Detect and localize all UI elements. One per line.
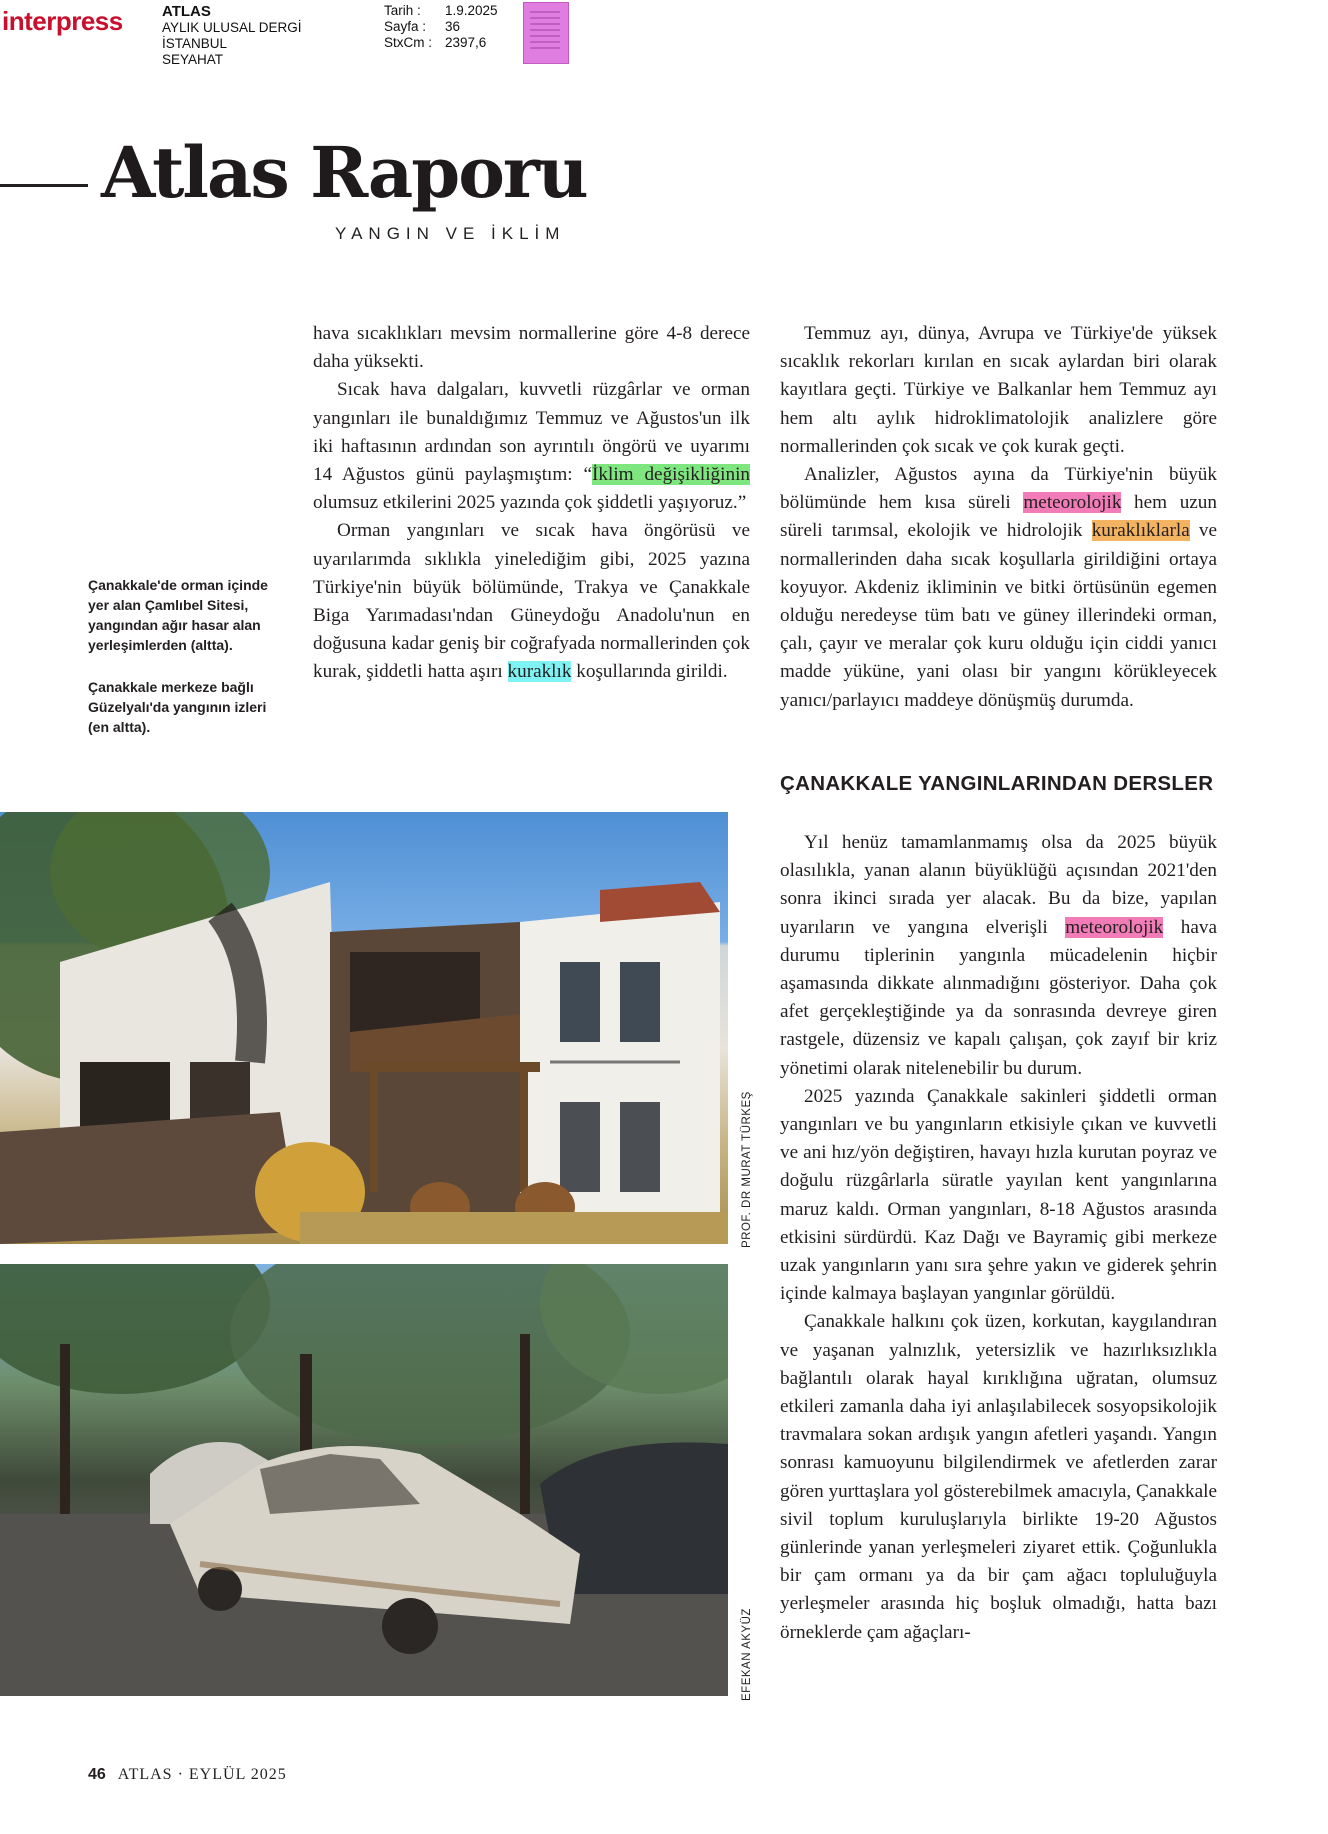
photo-credit-1: PROF. DR MURAT TÜRKEŞ — [741, 1091, 753, 1248]
clipping-thumbnail[interactable] — [523, 2, 569, 64]
text-run: hem uzun süreli tarımsal, ekolojik ve hidrolojik — [780, 492, 1217, 542]
date-value: 1.9.2025 — [445, 3, 498, 18]
photo-burned-car — [0, 1264, 728, 1696]
photo-credit-2: EFEKAN AKYÜZ — [741, 1608, 753, 1701]
paragraph: hava sıcaklıkları mevsim normallerine göre 4-8 derece daha yüksekti. — [313, 323, 750, 373]
paragraph — [780, 829, 1217, 1083]
stxcm-value: 2397,6 — [445, 35, 487, 50]
photo-caption-1: Çanakkale'de orman içinde yer alan Çamlıbel Sitesi, yangından ağır hasar alan yerleşimlerden (altta). — [88, 577, 268, 653]
section-heading: ÇANAKKALE YANGINLARINDAN DERSLER — [780, 772, 1214, 795]
highlighted-term: kuraklık — [507, 661, 572, 683]
text-run: Sıcak hava dalgaları, kuvvetli rüzgârlar ve orman yangınları ile bunaldığımız Temmuz ve Ağustos'un ilk iki haftasının ardından son ayrıntılı öngörü ve uyarımı 14 Ağustos günü paylaşmıştım: “ — [313, 379, 750, 486]
page-value: 36 — [445, 19, 461, 34]
publication-category: SEYAHAT — [162, 52, 224, 67]
text-run: koşullarında girildi. — [571, 661, 728, 683]
highlighted-term: meteorolojik — [1065, 916, 1164, 938]
burned-car-illustration — [0, 1264, 728, 1696]
text-run: Orman yangınları ve sıcak hava öngörüsü ve uyarılarımda sıklıkla yinelediğim gibi, 2025 yazına Türkiye'nin büyük bölümünde, Trakya ve Çanakkale Biga Yarımadası'ndan Güneydoğu Anadolu'nun en doğusuna kadar geniş bir coğrafyada normallerinden çok kurak, şiddetli hatta aşırı — [313, 520, 750, 683]
publication-city: İSTANBUL — [162, 36, 228, 51]
article-column-1 — [313, 320, 750, 687]
paragraph — [780, 461, 1217, 715]
paragraph — [313, 376, 750, 517]
interpress-logo: interpress — [2, 6, 123, 36]
highlighted-term: İklim değişikliğinin — [592, 464, 750, 486]
paragraph: 2025 yazında Çanakkale sakinleri şiddetli orman yangınları ve bu yangınların etkisiyle çıkan ve kuvvetli ve ani hız/yön değiştiren, havayı hızla kurutan poyraz ve doğulu rüzgârlarla süratle yayılan kent yangınlarına maruz kaldı. Orman yangınları, 8-18 Ağustos arasında etkisini sürdürdü. Kaz Dağı ve Bayramiç gibi merkeze uzak yangınların yanı sıra şehre yakın ve giderek şehrin içinde kalmaya başlayan yangınlar görüldü. — [780, 1085, 1217, 1305]
page-title: Atlas Raporu — [101, 131, 587, 214]
page-subtitle: YANGIN VE İKLİM — [335, 224, 566, 243]
title-rule — [0, 184, 88, 187]
photo-burned-houses — [0, 812, 728, 1244]
publication-name: ATLAS — [162, 3, 211, 20]
publication-info — [162, 4, 302, 68]
stxcm-label: StxCm : — [384, 35, 433, 50]
highlighted-term: kuraklıklarla — [1091, 520, 1190, 542]
text-run: Analizler, Ağustos ayına da Türkiye'nin büyük bölümünde hem kısa süreli — [780, 464, 1217, 514]
highlighted-term: meteorolojik — [1023, 492, 1122, 514]
burned-houses-illustration — [0, 812, 728, 1244]
page-label: Sayfa : — [384, 19, 427, 34]
text-run: ve normallerinden daha sıcak koşullarla girildiğini ortaya koyuyor. Akdeniz ikliminin ve bitki örtüsünün egemen olduğu neredeyse tüm batı ve güney illerindeki orman, çalı, çayır ve meralar çok kuru olduğu için ciddi yanıcı madde yüküne, yani olası bir yangını körükleyecek yanıcı/parlayıcı maddeye dönüşmüş durumda. — [780, 520, 1217, 711]
paragraph: Çanakkale halkını çok üzen, korkutan, kaygılandıran ve yaşanan yalnızlık, yetersizlik ve hazırlıksızlıkla bağlantılı olarak hayal kırıklığına uğratan, olumsuz etkileri zamanla daha iyi anlaşılabilecek sosyopsikolojik travmalara sokan ardışık yangın afetleri yaşandı. Yangın sonrası kamuoyunu bilgilendirmek ve afetlerden zarar gören yurttaşlara yol gösterebilmek amacıyla, Çanakkale sivil toplum kuruluşlarıyla birlikte 19-20 Ağustos günlerinde yanan yerleşmeleri ziyaret ettik. Çoğunlukla bir çam ormanı ya da bir çam ağacı topluluğuyla yerleşmeler arasında hiç boşluk olmadığı, hatta bazı örneklerde çam ağaçları- — [780, 1311, 1217, 1643]
article-column-2 — [780, 320, 1217, 715]
text-run: Yıl henüz tamamlanmamış olsa da 2025 büyük olasılıkla, yanan alanın büyüklüğü açısından 2021'den sonra ikinci sırada yer alacak. Bu da bize, yapılan uyarıların ve yangına elverişli — [780, 832, 1217, 938]
article-column-3 — [780, 829, 1217, 1647]
clipping-meta — [384, 3, 498, 51]
photo-caption-2: Çanakkale merkeze bağlı Güzelyalı'da yangının izleri (en altta). — [88, 679, 267, 735]
clipping-header — [0, 0, 600, 66]
publication-frequency: AYLIK ULUSAL DERGİ — [162, 20, 302, 35]
footer-text: ATLAS · EYLÜL 2025 — [117, 1766, 287, 1783]
page-number: 46 — [88, 1766, 106, 1783]
page-footer — [88, 1766, 287, 1784]
text-run: olumsuz etkilerini 2025 yazında çok şiddetli yaşıyoruz.” — [313, 492, 747, 514]
text-run: hava durumu tiplerinin yangınla mücadelenin hiçbir aşamasında dikkate alınmadığını gösteriyor. Daha çok afet gerçekleştiğinde ya da sonrasında devreye giren rastgele, düzensiz ve kapalı çalışan, çok zayıf bir kriz yönetimi olarak nitelenebilir bu durum. — [780, 916, 1217, 1079]
date-label: Tarih : — [384, 3, 421, 18]
paragraph — [313, 517, 750, 686]
paragraph: Temmuz ayı, dünya, Avrupa ve Türkiye'de yüksek sıcaklık rekorları kırılan en sıcak aylardan biri olarak kayıtlara geçti. Türkiye ve Balkanlar hem Temmuz ayı hem altı aylık hidroklimatolojik analizlere göre normallerinden çok sıcak ve çok kurak geçti. — [780, 323, 1217, 457]
